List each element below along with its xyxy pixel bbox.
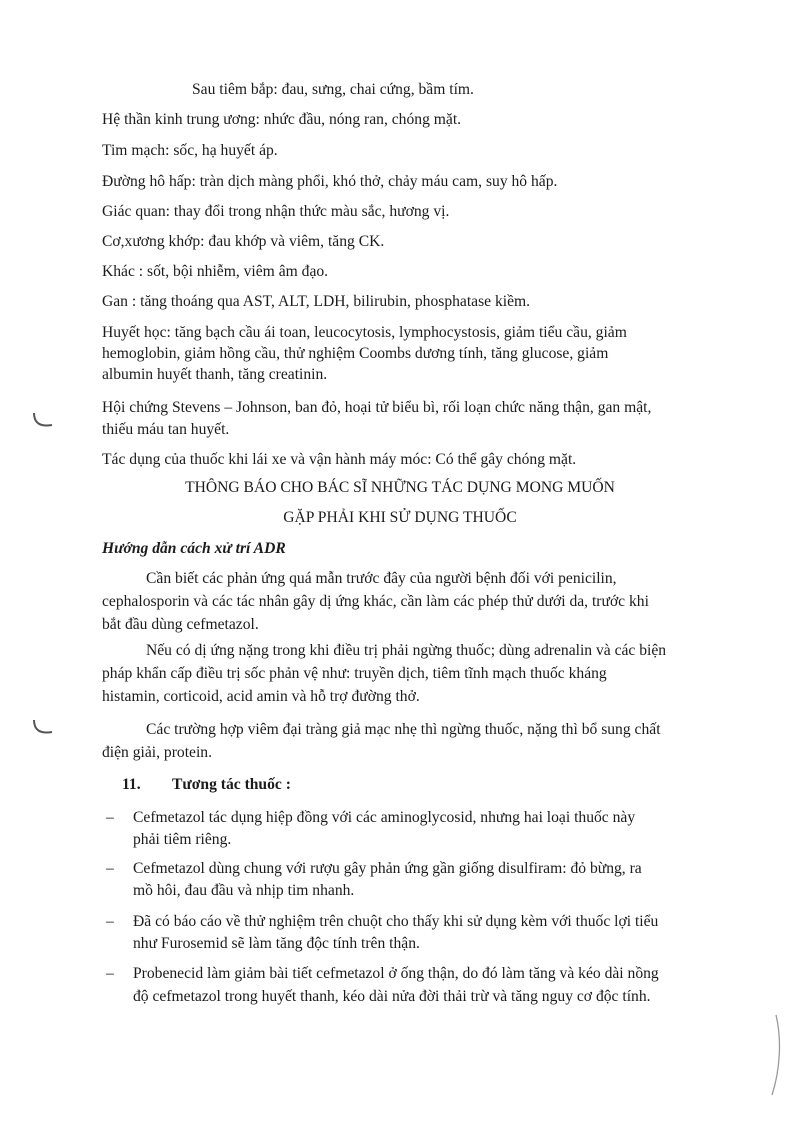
adr-p1-line1: Cần biết các phản ứng quá mẫn trước đây của người bệnh đối với penicilin, (146, 570, 617, 587)
effect-senses: Giác quan: thay đổi trong nhận thức màu sắc, hương vị. (102, 203, 450, 220)
interaction-3-line1: Đã có báo cáo về thử nghiệm trên chuột cho thấy khi sử dụng kèm với thuốc lợi tiểu (133, 913, 659, 930)
adr-p2-line3: histamin, corticoid, acid amin và hỗ trợ đường thở. (102, 688, 420, 705)
adr-p3-line2: điện giải, protein. (102, 744, 212, 761)
adr-p1-line2: cephalosporin và các tác nhân gây dị ứng khác, cần làm các phép thử dưới da, trước khi (102, 593, 649, 610)
interaction-4-line2: độ cefmetazol trong huyết thanh, kéo dài nửa đời thải trừ và tăng nguy cơ độc tính. (133, 988, 651, 1005)
effect-hematology-line1: Huyết học: tăng bạch cầu ái toan, leucocytosis, lymphocystosis, giảm tiểu cầu, giảm (102, 324, 627, 341)
section-title: Tương tác thuốc : (172, 776, 291, 793)
adr-p2-line2: pháp khẩn cấp điều trị sốc phản vệ như: truyền dịch, tiêm tĩnh mạch thuốc kháng (102, 665, 607, 682)
effect-liver: Gan : tăng thoáng qua AST, ALT, LDH, bilirubin, phosphatase kiềm. (102, 293, 531, 310)
effect-hematology-line3: albumin huyết thanh, tăng creatinin. (102, 366, 328, 383)
adr-p3-line1: Các trường hợp viêm đại tràng giả mạc nhẹ thì ngừng thuốc, nặng thì bổ sung chất (146, 721, 661, 738)
interaction-3-line2: như Furosemid sẽ làm tăng độc tính trên thận. (133, 935, 420, 952)
interaction-1-line1: Cefmetazol tác dụng hiệp đồng với các aminoglycosid, nhưng hai loại thuốc này (133, 809, 636, 826)
effect-hematology-line2: hemoglobin, giảm hồng cầu, thử nghiệm Coombs dương tính, tăng glucose, giảm (102, 345, 609, 362)
page-edge-mark (758, 1010, 788, 1100)
effect-musculoskeletal: Cơ,xương khớp: đau khớp và viêm, tăng CK. (102, 233, 385, 250)
bullet-dash: – (106, 965, 114, 982)
interaction-2-line1: Cefmetazol dùng chung với rượu gây phản ứng gần giống disulfiram: đỏ bừng, ra (133, 860, 642, 877)
adr-p2-line1: Nếu có dị ứng nặng trong khi điều trị phải ngừng thuốc; dùng adrenalin và các biện (146, 642, 667, 659)
effect-sjs-line1: Hội chứng Stevens – Johnson, ban đỏ, hoại tử biểu bì, rối loạn chức năng thận, gan mật, (102, 399, 652, 416)
interaction-2-line2: mồ hôi, đau đầu và nhịp tim nhanh. (133, 882, 355, 899)
bullet-dash: – (106, 809, 114, 826)
bullet-dash: – (106, 860, 114, 877)
interaction-1-line2: phải tiêm riêng. (133, 831, 232, 848)
adr-p1-line3: bắt đầu dùng cefmetazol. (102, 616, 259, 633)
interaction-4-line1: Probenecid làm giảm bài tiết cefmetazol ở ống thận, do đó làm tăng và kéo dài nồng (133, 965, 659, 982)
effect-driving: Tác dụng của thuốc khi lái xe và vận hành máy móc: Có thể gây chóng mặt. (102, 451, 577, 468)
section-number: 11. (122, 776, 141, 793)
binding-mark-top (28, 405, 58, 435)
binding-mark-bottom (28, 712, 58, 742)
effect-respiratory: Đường hô hấp: tràn dịch màng phổi, khó thở, chảy máu cam, suy hô hấp. (102, 173, 558, 190)
effect-cns: Hệ thần kinh trung ương: nhức đầu, nóng ran, chóng mặt. (102, 111, 462, 128)
effect-injection-site: Sau tiêm bắp: đau, sưng, chai cứng, bầm tím. (192, 81, 474, 98)
effect-cardio: Tim mạch: sốc, hạ huyết áp. (102, 142, 278, 159)
notice-line1: THÔNG BÁO CHO BÁC SĨ NHỮNG TÁC DỤNG MONG MUỐN (185, 479, 615, 496)
bullet-dash: – (106, 913, 114, 930)
effect-sjs-line2: thiếu máu tan huyết. (102, 421, 230, 438)
effect-other: Khác : sốt, bội nhiễm, viêm âm đạo. (102, 263, 329, 280)
adr-heading: Hướng dẫn cách xử trí ADR (102, 540, 286, 557)
notice-line2: GẶP PHẢI KHI SỬ DỤNG THUỐC (283, 509, 517, 526)
